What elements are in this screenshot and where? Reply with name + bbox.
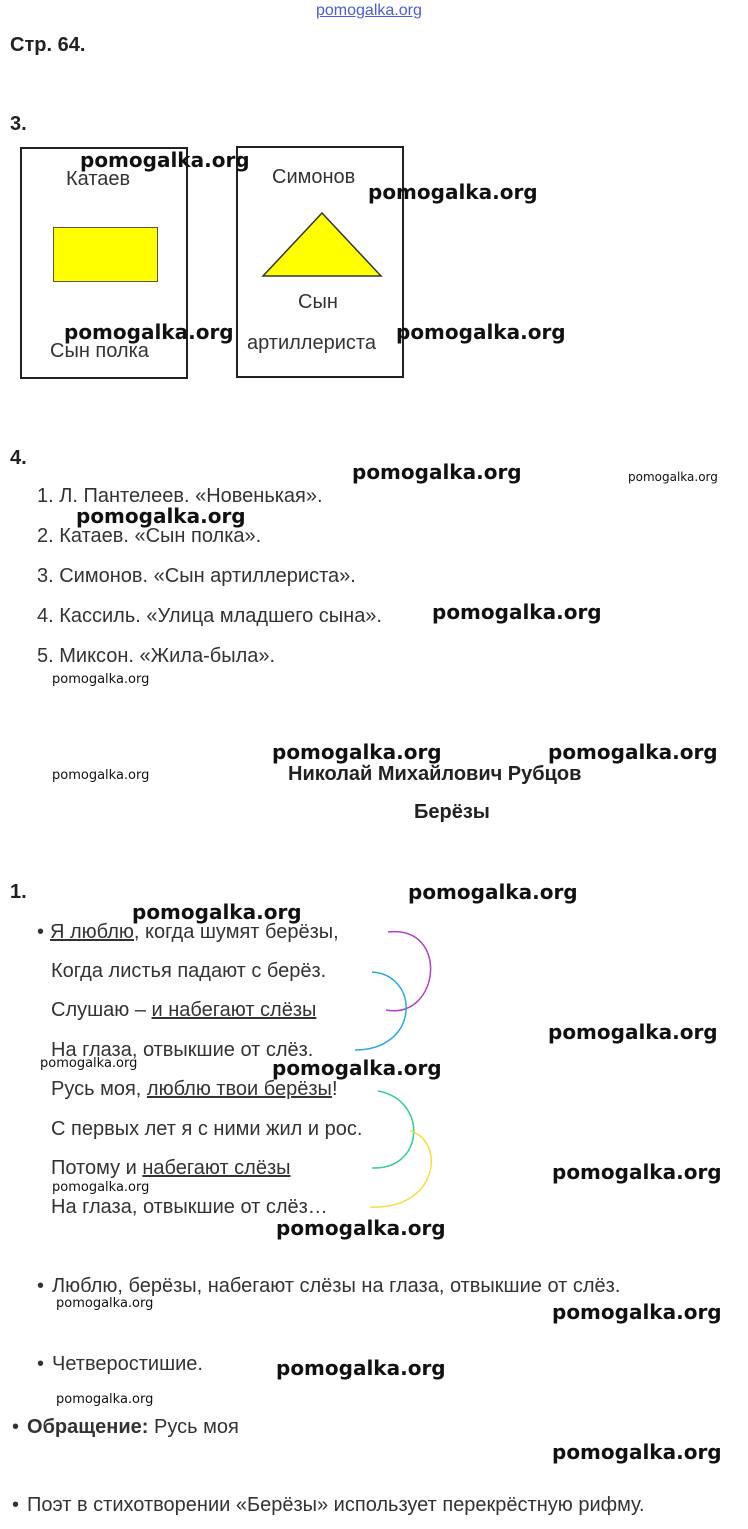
card1-title: Сын полка: [50, 340, 149, 362]
card2-title-line2: артиллериста: [247, 332, 376, 354]
underlined-fragment: и набегают слёзы: [151, 999, 317, 1021]
poem-line-text: , когда шумят берёзы,: [133, 921, 339, 943]
watermark-small: pomogalka.org: [52, 672, 150, 687]
poem-line-4: На глаза, отвыкшие от слёз.: [51, 1039, 314, 1061]
watermark-small: pomogalka.org: [628, 470, 718, 484]
answer-text: Четверостишие.: [52, 1353, 203, 1375]
poem-author: Николай Михайлович Рубцов: [288, 763, 582, 785]
watermark: pomogalka.org: [272, 1056, 442, 1080]
task4-number: 4.: [10, 447, 27, 469]
poem-line-text: Слушаю –: [51, 999, 152, 1021]
watermark-small: pomogalka.org: [56, 1296, 154, 1311]
rhyme-arc-3: [372, 1091, 414, 1168]
answer-text: Поэт в стихотворении «Берёзы» использует перекрёстную рифму.: [27, 1494, 645, 1516]
watermark: pomogalka.org: [132, 900, 302, 924]
task3-number: 3.: [10, 113, 27, 135]
watermark: pomogalka.org: [76, 504, 246, 528]
underlined-fragment: люблю твои берёзы: [146, 1078, 332, 1100]
watermark: pomogalka.org: [352, 460, 522, 484]
list-item: 2. Катаев. «Сын полка».: [37, 525, 262, 547]
poem-line-1: • Я люблю, когда шумят берёзы,: [37, 921, 339, 943]
underlined-fragment: набегают слёзы: [142, 1157, 291, 1179]
poem-title: Берёзы: [414, 801, 490, 823]
poem-line-6: С первых лет я с ними жил и рос.: [51, 1118, 363, 1140]
poem-line-text: Русь моя,: [51, 1078, 147, 1100]
watermark-small: pomogalka.org: [52, 1180, 150, 1195]
answer-bullet-3: [12, 1416, 239, 1439]
answer-bullet-1: [37, 1275, 620, 1298]
rhyme-arc-1: [386, 932, 431, 1011]
watermark-small: pomogalka.org: [40, 1056, 138, 1071]
watermark: pomogalka.org: [272, 740, 442, 764]
task1-number: 1.: [10, 881, 27, 903]
watermark: pomogalka.org: [548, 740, 718, 764]
poem-line-2: Когда листья падают с берёз.: [51, 960, 327, 982]
card2-title-line1: Сын: [298, 291, 338, 313]
top-watermark-link[interactable]: pomogalka.org: [316, 2, 422, 19]
list-item: 3. Симонов. «Сын артиллериста».: [37, 565, 356, 587]
poem-line-text: !: [331, 1078, 338, 1100]
watermark: pomogalka.org: [552, 1440, 722, 1464]
list-item: 1. Л. Пантелеев. «Новенькая».: [37, 485, 323, 507]
watermark-small: pomogalka.org: [52, 768, 150, 783]
watermark: pomogalka.org: [64, 320, 234, 344]
watermark: pomogalka.org: [80, 148, 250, 172]
answer-label: Обращение:: [27, 1416, 149, 1438]
answer-text: Люблю, берёзы, набегают слёзы на глаза, отвыкшие от слёз.: [52, 1275, 621, 1297]
watermark: pomogalka.org: [368, 180, 538, 204]
watermark: pomogalka.org: [432, 600, 602, 624]
page-label: Стр. 64.: [10, 34, 86, 56]
card2-author: Симонов: [272, 166, 356, 188]
answer-text: Русь моя: [148, 1416, 239, 1438]
poem-line-8: На глаза, отвыкшие от слёз…: [51, 1196, 328, 1218]
answer-bullet-4: [12, 1494, 645, 1517]
watermark: pomogalka.org: [552, 1160, 722, 1184]
poem-line-text: Потому и: [51, 1157, 143, 1179]
list-item: 5. Миксон. «Жила-была».: [37, 645, 276, 667]
card1-author: Катаев: [66, 168, 131, 190]
answer-bullet-2: [37, 1353, 203, 1376]
watermark: pomogalka.org: [548, 1020, 718, 1044]
list-item: 4. Кассиль. «Улица младшего сына».: [37, 605, 382, 627]
rhyme-arc-4: [370, 1131, 431, 1207]
watermark: pomogalka.org: [396, 320, 566, 344]
watermark: pomogalka.org: [408, 880, 578, 904]
watermark-small: pomogalka.org: [56, 1392, 154, 1407]
watermark: pomogalka.org: [276, 1216, 446, 1240]
watermark: pomogalka.org: [552, 1300, 722, 1324]
underlined-fragment: Я люблю: [50, 921, 134, 943]
watermark: pomogalka.org: [276, 1356, 446, 1380]
